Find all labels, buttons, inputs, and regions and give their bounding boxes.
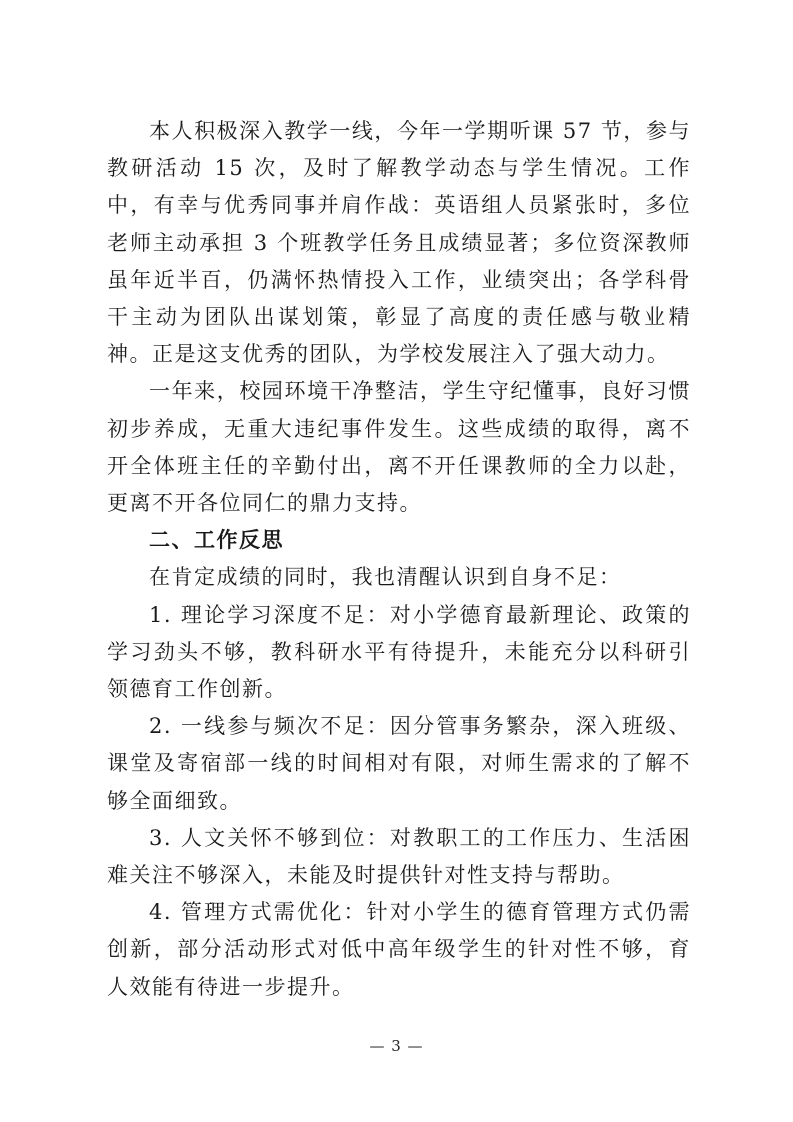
document-body [107,113,691,1006]
body-paragraph: 本人积极深入教学一线，今年一学期听课 57 节，参与教研活动 15 次，及时了解教学动态与学生情况。工作中，有幸与优秀同事并肩作战：英语组人员紧张时，多位老师主动承担 3 个班教学任务且成绩显著；多位资深教师虽年近半百，仍满怀热情投入工作，业绩突出；各学科骨干主动为团队出谋划策，彰显了高度的责任感与敬业精神。正是这支优秀的团队，为学校发展注入了强大动力。 [107,119,691,367]
reflection-item: 4. 管理方式需优化：针对小学生的德育管理方式仍需创新，部分活动形式对低中高年级学生的针对性不够，育人效能有待进一步提升。 [107,900,691,999]
section-heading: 二、工作反思 [149,528,284,553]
page-number: — 3 — [369,1037,424,1055]
section-intro: 在肯定成绩的同时，我也清醒认识到自身不足： [149,565,622,590]
reflection-item: 1. 理论学习深度不足：对小学德育最新理论、政策的学习劲头不够，教科研水平有待提升，未能充分以科研引领德育工作创新。 [107,602,691,702]
reflection-item: 2. 一线参与频次不足：因分管事务繁杂，深入班级、课堂及寄宿部一线的时间相对有限，对师生需求的了解不够全面细致。 [107,714,691,813]
body-paragraph: 一年来，校园环境干净整洁，学生守纪懂事，良好习惯初步养成，无重大违纪事件发生。这些成绩的取得，离不开全体班主任的辛勤付出，离不开任课教师的全力以赴，更离不开各位同仁的鼎力支持。 [107,379,691,516]
reflection-item: 3. 人文关怀不够到位：对教职工的工作压力、生活困难关注不够深入，未能及时提供针对性支持与帮助。 [107,825,691,888]
